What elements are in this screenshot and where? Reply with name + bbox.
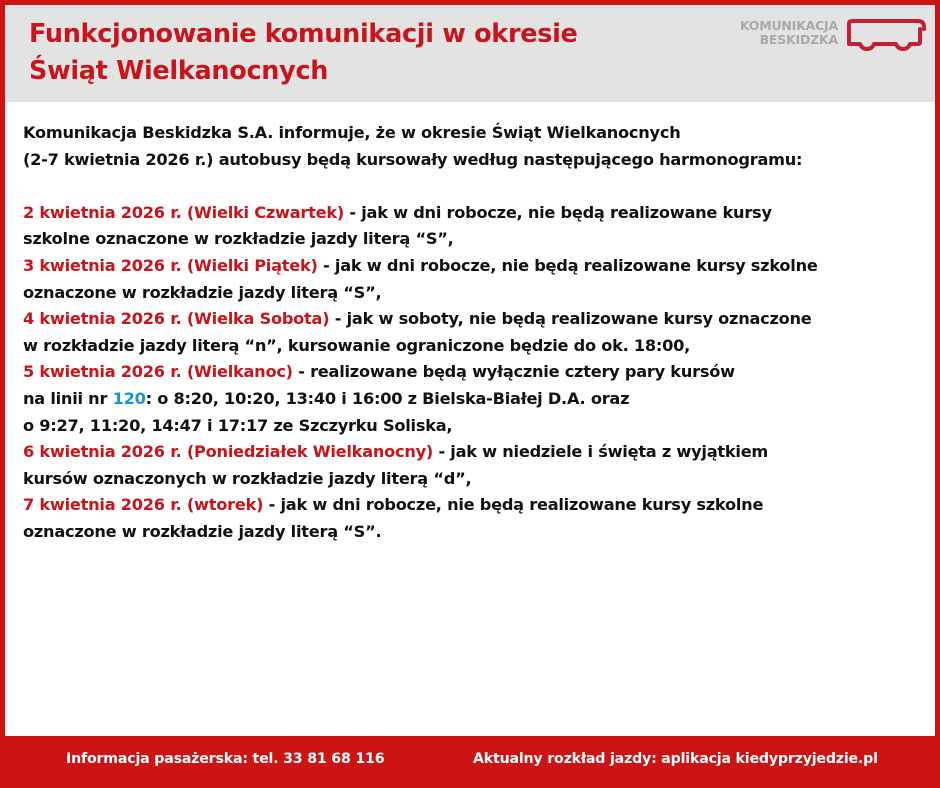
- schedule-date: 2 kwietnia 2026 r. (Wielki Czwartek): [23, 202, 344, 222]
- page-title: [29, 16, 578, 90]
- schedule-desc-cont: szkolne oznaczone w rozkładzie jazdy literą “S”,: [23, 229, 454, 249]
- schedule-date: 5 kwietnia 2026 r. (Wielkanoc): [23, 362, 293, 382]
- spacer: [23, 173, 913, 200]
- bus-line-number: 120: [112, 388, 146, 408]
- schedule-desc: - jak w dni robocze, nie będą realizowane kursy szkolne: [317, 255, 818, 275]
- title-line-2: Świąt Wielkanocnych: [29, 56, 329, 86]
- schedule-date: 7 kwietnia 2026 r. (wtorek): [23, 495, 264, 515]
- schedule-date: 4 kwietnia 2026 r. (Wielka Sobota): [23, 309, 330, 329]
- schedule-desc-cont: kursów oznaczonych w rozkładzie jazdy literą “d”,: [23, 468, 472, 488]
- schedule-desc: - jak w dni robocze, nie będą realizowane kursy: [344, 202, 772, 222]
- logo-line-2: BESKIDZKA: [759, 32, 838, 47]
- schedule-desc-suffix: : o 8:20, 10:20, 13:40 i 16:00 z Bielska-Białej D.A. oraz: [145, 388, 630, 408]
- schedule-date: 3 kwietnia 2026 r. (Wielki Piątek): [23, 255, 318, 275]
- schedule-desc: - realizowane będą wyłącznie cztery pary kursów: [292, 362, 735, 382]
- schedule-desc-cont: oznaczone w rozkładzie jazdy literą “S”,: [23, 282, 382, 302]
- schedule-desc-prefix: na linii nr: [23, 388, 113, 408]
- schedule-item-apr-7: [23, 492, 913, 545]
- schedule-desc: - jak w dni robocze, nie będą realizowane kursy szkolne: [263, 495, 764, 515]
- schedule-item-apr-2: [23, 200, 913, 253]
- schedule-desc-cont: oznaczone w rozkładzie jazdy literą “S”.: [23, 521, 382, 541]
- title-line-1: Funkcjonowanie komunikacji w okresie: [29, 19, 578, 49]
- logo-line-1: KOMUNIKACJA: [739, 18, 838, 33]
- company-logo: [730, 15, 930, 55]
- schedule-item-apr-6: [23, 439, 913, 492]
- schedule-item-apr-5: [23, 359, 913, 439]
- intro-line-1: Komunikacja Beskidzka S.A. informuje, że w okresie Świąt Wielkanocnych: [23, 123, 681, 142]
- schedule-desc-cont: o 9:27, 11:20, 14:47 i 17:17 ze Szczyrku Soliska,: [23, 415, 453, 435]
- bus-outline-icon: [842, 18, 928, 52]
- schedule-item-apr-4: [23, 306, 913, 359]
- footer: [0, 736, 940, 788]
- passenger-info-phone: Informacja pasażerska: tel. 33 81 68 116: [66, 751, 385, 767]
- schedule-desc: - jak w soboty, nie będą realizowane kursy oznaczone: [329, 309, 812, 329]
- notice-content: [23, 120, 913, 546]
- schedule-date: 6 kwietnia 2026 r. (Poniedziałek Wielkanocny): [23, 442, 434, 462]
- header: [5, 5, 935, 102]
- schedule-desc: - jak w niedziele i święta z wyjątkiem: [433, 442, 769, 462]
- schedule-item-apr-3: [23, 253, 913, 306]
- timetable-app-info: Aktualny rozkład jazdy: aplikacja kiedyprzyjedzie.pl: [473, 751, 878, 767]
- intro-line-2: (2-7 kwietnia 2026 r.) autobusy będą kursowały według następującego harmonogramu:: [23, 149, 803, 169]
- schedule-desc-cont: w rozkładzie jazdy literą “n”, kursowanie ograniczone będzie do ok. 18:00,: [23, 335, 691, 355]
- logo-text: [740, 19, 838, 47]
